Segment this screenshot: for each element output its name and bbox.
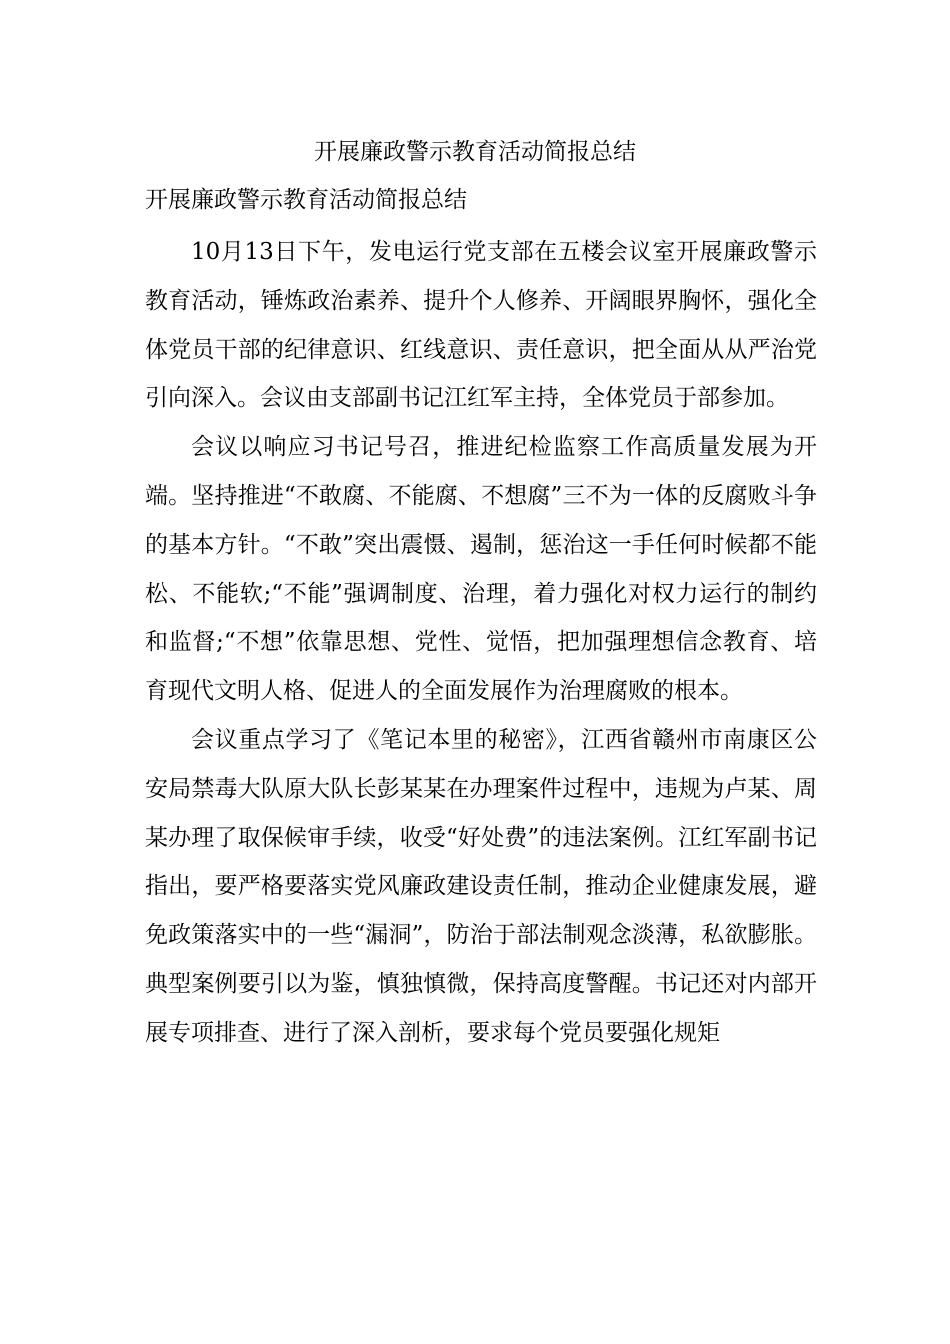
paragraph-anti-corruption-policy: 会议以响应习书记号召，推进纪检监察工作高质量发展为开端。坚持推进“不敢腐、不能腐、不想腐”三不为一体的反腐败斗争的基本方针。“不敢”突出震慑、遏制，惩治这一手任何时候都不能松、不能软;“不能”强调制度、治理，着力强化对权力运行的制约和监督;“不想”依靠思想、党性、觉悟，把加强理想信念教育、培育现代文明人格、促进人的全面发展作为治理腐败的根本。 <box>145 434 817 705</box>
paragraph-meeting-intro: 10月13日下午，发电运行党支部在五楼会议室开展廉政警示教育活动，锤炼政治素养、提升个人修养、开阔眼界胸怀，强化全体党员干部的纪律意识、红线意识、责任意识，把全面从从严治党引向深入。会议由支部副书记江红军主持，全体党员于部参加。 <box>145 239 817 412</box>
document-title: 开展廉政警示教育活动简报总结 <box>314 139 636 165</box>
document-body <box>145 228 817 1058</box>
document-subtitle: 开展廉政警示教育活动简报总结 <box>145 187 467 213</box>
paragraph-case-study: 会议重点学习了《笔记本里的秘密》，江西省赣州市南康区公安局禁毒大队原大队长彭某某在办理案件过程中，违规为卢某、周某办理了取保候审手续，收受“好处费”的违法案例。江红军副书记指出，要严格要落实党风廉政建设责任制，推动企业健康发展，避免政策落实中的一些“漏洞”，防治于部法制观念淡薄，私欲膨胀。典型案例要引以为鉴，慎独慎微，保持高度警醒。书记还对内部开展专项排查、进行了深入剖析，要求每个党员要强化规矩 <box>145 726 817 1046</box>
